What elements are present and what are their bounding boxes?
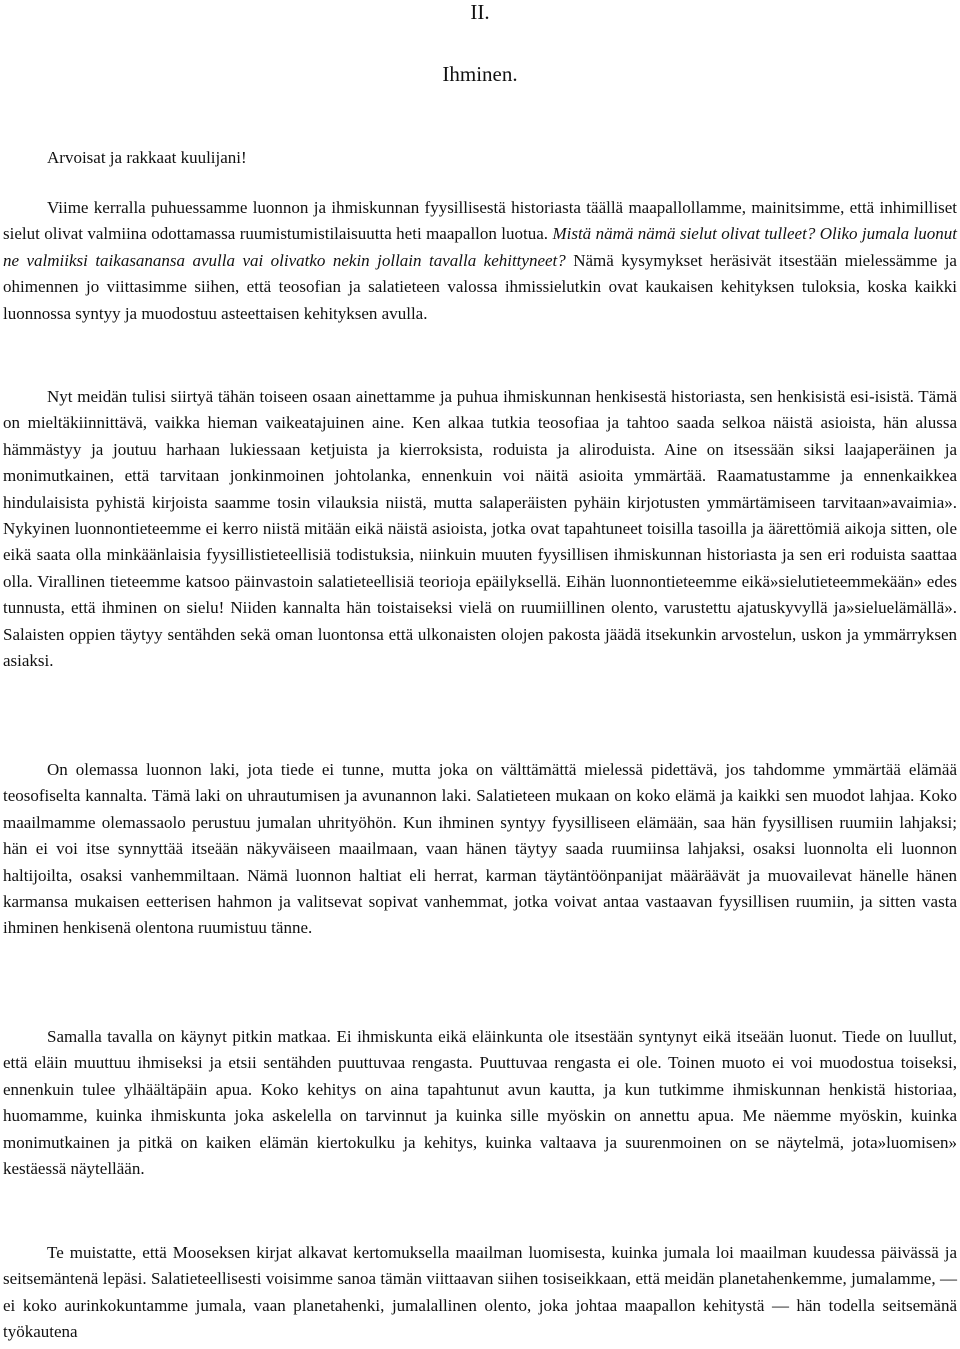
paragraph-2: Nyt meidän tulisi siirtyä tähän toiseen osaan ainettamme ja puhua ihmiskunnan henkisestä historiasta, sen henkisistä esi-isistä. Tämä on mieltäkiinnittävä, vaikka hieman vaikeatajuinen aine. Ken alkaa tutkia teosofiaa ja tahtoo saada selkoa näistä asioista, hän alussa hämmästyy ja joutuu harhaan lukiessaan ketjuista ja kierroksista, roduista ja aliroduista. Aine on itsessään siksi laajaperäinen ja monimutkainen, että tarvitaan jonkinmoinen johtolanka, ennenkuin voi näitä asioita ymmärtää. Raamatustamme ja ennenkaikkea hindulaisista pyhistä kirjoista saamme tosin vilauksia niistä, mutta salaperäisten pyhäin kirjotusten ymmärtämiseen tarvitaan»avaimia». Nykyinen luonnontieteemme ei kerro niistä mitään eikä näistä asioista, jotka ovat tapahtuneet toisilla tasoilla ja äärettömiä aikoja sitten, ole eikä saata olla minkäänlaisia fyysillistieteellisiä todistuksia, niinkuin muuten fyysillisen ihmiskunnan historiasta ja sen eri roduista saattaa olla. Virallinen tieteemme katsoo päinvastoin salatieteellisiä teorioja epäilyksellä. Eihän luonnontieteemme eikä»sielutieteemmekään» edes tunnusta, että ihminen on sielu! Niiden kannalta hän toistaiseksi vielä on ruumiillinen olento, varustettu ajatuskyvyllä ja»sieluelämällä». Salaisten oppien täytyy sentähden sekä oman luontonsa että ulkonaisten olojen pakosta jäädä itsekunkin arvostelun, uskon ja ymmärryksen asiaksi. — [3, 387, 957, 671]
chapter-title: Ihminen. — [442, 62, 518, 86]
paragraph-1-italic: Mistä nämä nämä sielut olivat tulleet? Oliko jumala luonut ne valmiiksi taikasanansa avulla vai olivatko nekin jollain tavalla kehittyneet? — [3, 224, 957, 270]
paragraph-1-text-after: Nämä kysymykset heräsivät itsestään mielessämme ja ohimennen jo viittasimme siihen, että teosofian ja salatieteen valossa ihmissielutkin ovat kaukaisen kehityksen tuloksia, koska kaikki luonnossa syntyy ja muodostuu asteettaisen kehityksen avulla. — [3, 250, 957, 323]
greeting: Arvoisat ja rakkaat kuulijani! — [47, 148, 247, 167]
chapter-number: II. — [470, 0, 490, 24]
paragraph-1-text-before: Viime kerralla puhuessamme luonnon ja ihmiskunnan fyysillisestä historiasta täällä maapallollamme, mainitsimme, että inhimilliset sielut olivat valmiina odottamassa ruumistumistilaisuutta heti maapallon luotua. — [3, 198, 957, 244]
paragraph-1 — [3, 195, 957, 327]
paragraph-5: Te muistatte, että Mooseksen kirjat alkavat kertomuksella maailman luomisesta, kuinka jumala loi maailman kuudessa päivässä ja seitsemäntenä lepäsi. Salatieteellisesti voisimme sanoa tämän viittaavan siihen tosiseikkaan, että meidän planetahenkemme, jumalamme, — ei koko aurinkokuntamme jumala, vaan planetahenki, jumalallinen olento, joka johtaa maapallon kehitystä — hän todella seitsemänä työkautena — [3, 1243, 957, 1342]
paragraph-4: Samalla tavalla on käynyt pitkin matkaa. Ei ihmiskunta eikä eläinkunta ole itsestään syntynyt eikä itseään luonut. Tiede on luullut, että eläin muuttuu ihmiseksi ja etsii sentähden puuttuvaa rengasta. Puuttuvaa rengasta ei ole. Toinen muoto ei voi muodostua toiseksi, ennenkuin tulee ylhäältäpäin apua. Koko kehitys on aina tapahtunut avun kautta, ja kun tutkimme ihmiskunnan henkistä historiaa, huomamme, kuinka ihmiskunta joka askelella on tarvinnut ja kuinka sille myöskin on annettu apua. Me näemme myöskin, kuinka monimutkainen ja pitkä on kaiken elämän kiertokulku ja kehitys, kuinka valtaava ja suurenmoinen on se näytelmä, jota»luomisen» kestäessä näytellään. — [3, 1027, 957, 1179]
paragraph-3: On olemassa luonnon laki, jota tiede ei tunne, mutta joka on välttämättä mielessä pidettävä, jos tahdomme ymmärtää elämää teosofiselta kannalta. Tämä laki on uhrautumisen ja avunannon laki. Salatieteen mukaan on koko elämä ja kaikki sen muodot lahjaa. Koko maailmamme olemassaolo perustuu jumalan uhrityöhön. Kun ihminen syntyy fyysilliseen elämään, saa hän fyysillisen ruumiin lahjaksi; hän ei voi itse synnyttää itseään näkyväiseen maailmaan, vaan hänen täytyy saada ruumiinsa lahjaksi, osaksi luonnolta eli luonnon haltijoilta, osaksi vanhemmiltaan. Nämä luonnon haltiat eli herrat, karman täytäntöönpanijat määräävät ja muovailevat hänelle hänen karmansa mukaisen eetterisen hahmon ja valitsevat sopivat vanhemmat, jotka voivat antaa vastaavan fyysillisen ruumiin, ja sitten vasta ihminen henkisenä olentona ruumistuu tänne. — [3, 760, 957, 938]
